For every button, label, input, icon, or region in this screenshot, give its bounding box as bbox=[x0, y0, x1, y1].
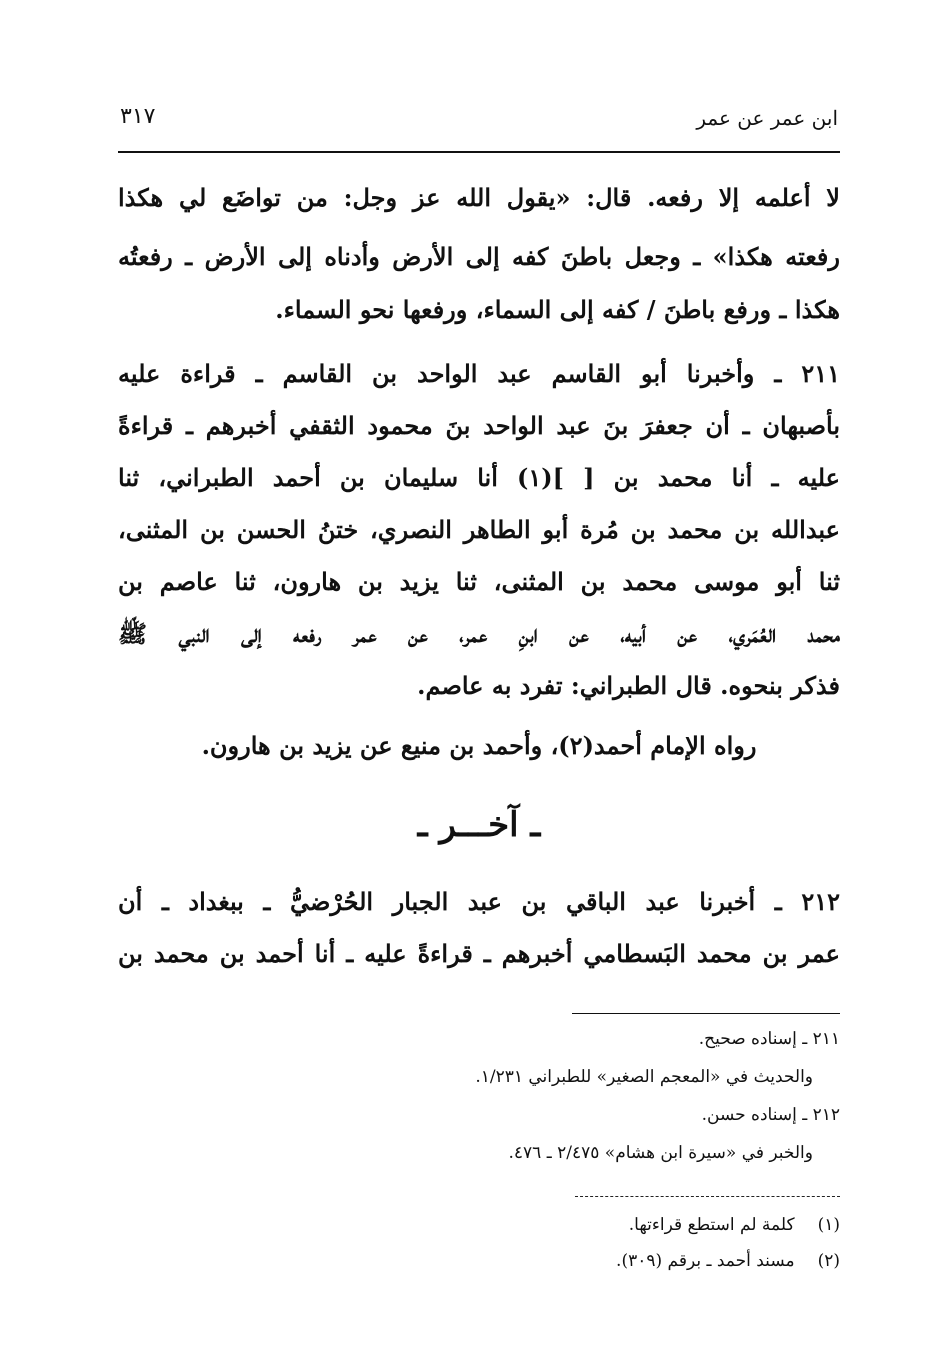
footnote-divider bbox=[575, 1196, 840, 1197]
running-header bbox=[120, 102, 838, 142]
text-line: رواه الإمام أحمد(٢)، وأحمد بن منيع عن يزيد بن هارون. bbox=[201, 731, 757, 760]
header-rule bbox=[118, 151, 840, 153]
footnote-mark: (١) bbox=[817, 1215, 840, 1235]
text-line: ثنا أبو موسى محمد بن المثنى، ثنا يزيد بن هارون، ثنا عاصم بن bbox=[118, 567, 840, 596]
footnote bbox=[118, 1212, 840, 1238]
running-title: ابن عمر عن عمر bbox=[696, 106, 838, 130]
text-line: عليه ـ أنا محمد بن [ ](١) أنا سليمان بن أحمد الطبراني، ثنا bbox=[118, 463, 840, 492]
footnote-text: كلمة لم استطع قراءتها. bbox=[628, 1215, 795, 1235]
footnote bbox=[118, 1248, 840, 1274]
editor-note: والحديث في «المعجم الصغير» للطبراني ١/٢٣١. bbox=[475, 1067, 813, 1087]
text-line: رفعته هكذا» ـ وجعل باطنَ كفه إلى الأرض وأدناه إلى الأرض ـ رفعتُه bbox=[118, 242, 840, 271]
footnote-text: مسند أحمد ـ برقم (٣٠٩). bbox=[616, 1251, 795, 1271]
page-number: ٣١٧ bbox=[120, 104, 156, 129]
editor-note: ٢١١ ـ إسناده صحيح. bbox=[698, 1029, 840, 1049]
text-line: ٢١١ ـ وأخبرنا أبو القاسم عبد الواحد بن القاسم ـ قراءة عليه bbox=[118, 359, 840, 388]
footnote-mark: (٢) bbox=[817, 1251, 840, 1271]
text-line: عبدالله بن محمد بن مُرة أبو الطاهر النصري، ختنُ الحسن بن المثنى، bbox=[118, 515, 840, 544]
editor-note: والخبر في «سيرة ابن هشام» ٢/٤٧٥ ـ ٤٧٦. bbox=[508, 1143, 813, 1163]
text-line: لا أعلمه إلا رفعه. قال: «يقول الله عز وجل: من تواضَع لي هكذا bbox=[118, 183, 840, 212]
text-line: عمر بن محمد البَسطامي أخبرهم ـ قراءةً عليه ـ أنا أحمد بن محمد بن bbox=[118, 939, 840, 968]
text-line: ٢١٢ ـ أخبرنا عبد الباقي بن عبد الجبار الحُرْضيُّ ـ ببغداد ـ أن bbox=[118, 887, 840, 916]
text-line: بأصبهان ـ أن جعفرَ بنَ عبد الواحد بنَ محمود الثقفي أخبرهم ـ قراءةً bbox=[118, 411, 840, 440]
text-line: فذكر بنحوه. قال الطبراني: تفرد به عاصم. bbox=[417, 671, 840, 700]
footnote-rule bbox=[572, 1013, 840, 1014]
editor-note: ٢١٢ ـ إسناده حسن. bbox=[701, 1105, 840, 1125]
text-line: محمد العُمَري، عن أبيه، عن ابنِ عمر، عن عمر رفعه إلى النبي ﷺ bbox=[118, 619, 840, 648]
section-heading: ـ آخـــر ـ bbox=[417, 805, 541, 845]
text-line: هكذا ـ ورفع باطنَ / كفه إلى السماء، ورفعها نحو السماء. bbox=[275, 295, 840, 324]
